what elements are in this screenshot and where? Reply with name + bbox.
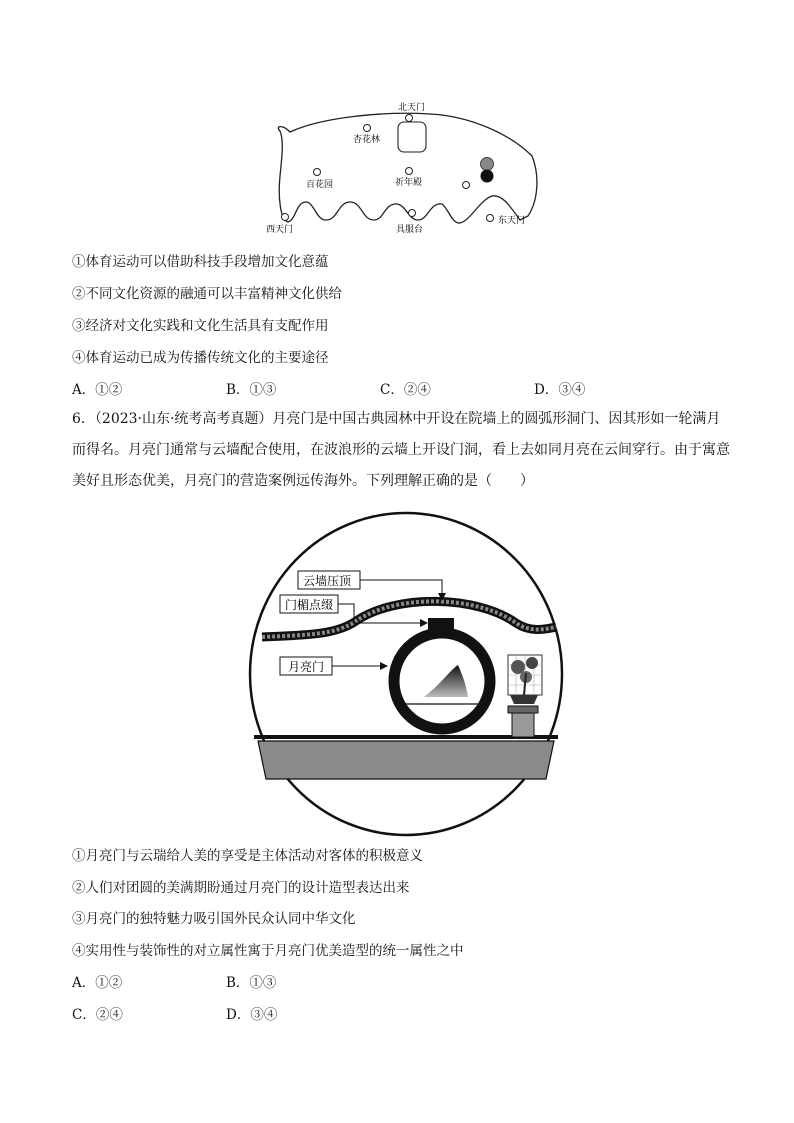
q6-option-a[interactable]: A．①② xyxy=(72,975,123,991)
prayer-hall-marker xyxy=(406,168,413,175)
hundred-garden-marker xyxy=(314,169,321,176)
q6-statement-1: ①月亮门与云瑞给人美的享受是主体活动对客体的积极意义 xyxy=(72,848,423,864)
q6-statement-2: ②人们对团圆的美满期盼通过月亮门的设计造型表达出来 xyxy=(72,880,410,896)
plinth-top xyxy=(508,706,538,713)
q6-statement-4: ④实用性与装饰性的对立属性寓于月亮门优美造型的统一属性之中 xyxy=(72,943,464,959)
q6-option-d[interactable]: D．③④ xyxy=(226,1007,278,1023)
q5-option-c[interactable]: C．②④ xyxy=(380,382,431,398)
east-marker-small xyxy=(463,182,470,189)
q5-option-a[interactable]: A．①② xyxy=(72,382,123,398)
cloud-wall-label: 云墙压顶 xyxy=(303,574,352,588)
label-hundred-garden: 百花园 xyxy=(306,180,334,190)
label-north-gate: 北天门 xyxy=(398,103,426,113)
q6-statement-3: ③月亮门的独特魅力吸引国外民众认同中华文化 xyxy=(72,911,356,927)
east-gate-marker xyxy=(487,215,494,222)
park-map xyxy=(266,96,530,236)
north-gate-square xyxy=(398,122,426,152)
ground-band xyxy=(258,741,554,779)
black-dot xyxy=(481,170,494,183)
q5-option-b[interactable]: B．①③ xyxy=(226,382,277,398)
label-apricot-grove: 杏花林 xyxy=(353,135,381,145)
west-gate-marker xyxy=(282,214,289,221)
q6-option-c[interactable]: C．②④ xyxy=(72,1007,123,1023)
bonsai-foliage-2 xyxy=(526,657,538,669)
moon-gate-label: 月亮门 xyxy=(288,660,325,674)
grey-dot xyxy=(481,158,494,171)
q6-stem: 6．（2023·山东·统考高考真题）月亮门是中国古典园林中开设在院墙上的圆弧形洞门、因其形如一轮满月而得名。月亮门通常与云墙配合使用，在波浪形的云墙上开设门洞，看上去如同月亮在云间穿行。由于寓意美好且形态优美，月亮门的营造案例远传海外。下列理解正确的是（ ） xyxy=(72,411,730,489)
q5-statement-1: ①体育运动可以借助科技手段增加文化意蕴 xyxy=(72,254,329,270)
label-west-gate: 西天门 xyxy=(266,225,294,235)
q5-option-d[interactable]: D．③④ xyxy=(534,382,586,398)
north-gate-marker xyxy=(406,115,413,122)
apricot-marker xyxy=(364,125,371,132)
label-prayer-hall: 祈年殿 xyxy=(395,178,423,188)
lintel-label: 门楣点缀 xyxy=(285,598,334,612)
label-east-gate: 东天门 xyxy=(498,216,526,226)
moon-gate-diagram xyxy=(246,509,566,839)
label-costume-terrace: 具服台 xyxy=(396,225,424,235)
lintel-arrowhead xyxy=(420,619,428,627)
plinth xyxy=(512,713,534,737)
bonsai-pot xyxy=(510,695,538,704)
cloud-wall-arrow xyxy=(360,580,442,595)
q5-statement-3: ③经济对文化实践和文化生活具有支配作用 xyxy=(72,318,329,334)
costume-terrace-marker xyxy=(409,210,416,217)
moon-gate-arrowhead xyxy=(380,662,388,670)
q5-statement-4: ④体育运动已成为传播传统文化的主要途径 xyxy=(72,350,329,366)
q6-option-b[interactable]: B．①③ xyxy=(226,975,277,991)
q5-statement-2: ②不同文化资源的融通可以丰富精神文化供给 xyxy=(72,286,342,302)
